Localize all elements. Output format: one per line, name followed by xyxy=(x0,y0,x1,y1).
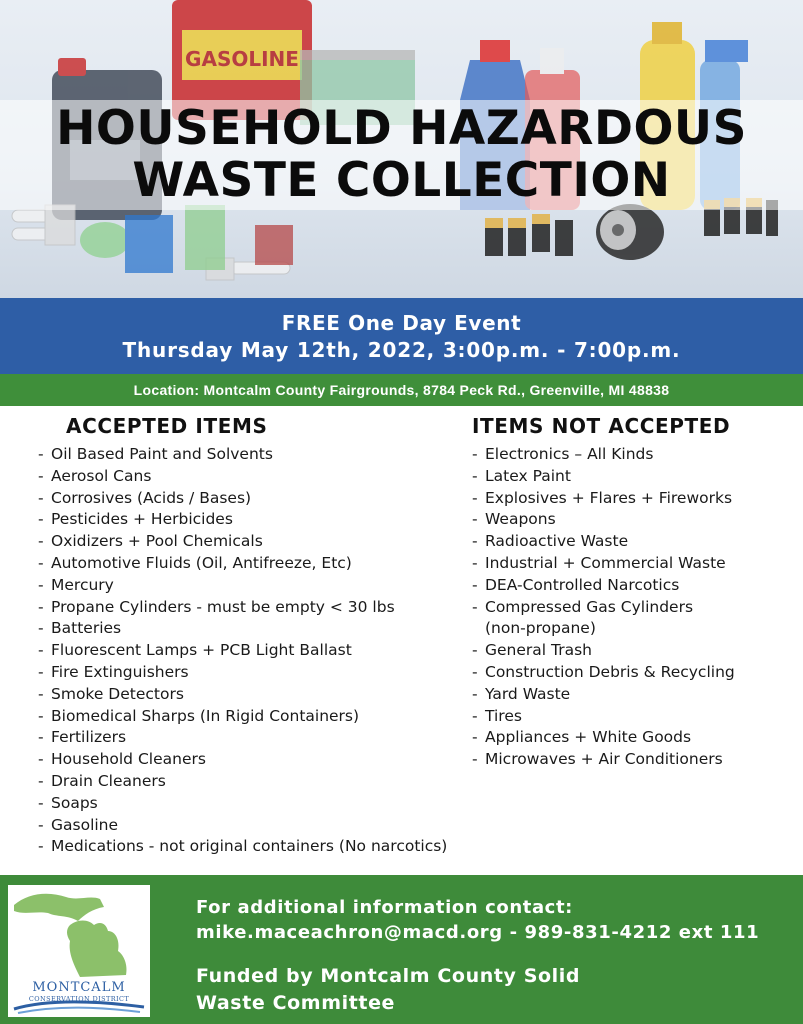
item-text: Automotive Fluids (Oil, Antifreeze, Etc) xyxy=(51,553,352,572)
list-item xyxy=(38,793,458,815)
bullet-dash: - xyxy=(38,619,44,638)
bullet-dash: - xyxy=(38,684,44,703)
list-item xyxy=(472,553,792,575)
not-accepted-items-list xyxy=(472,444,792,771)
list-item xyxy=(472,727,792,749)
item-text: Oxidizers + Pool Chemicals xyxy=(51,532,263,551)
item-text: Appliances + White Goods xyxy=(485,728,692,747)
list-item xyxy=(38,575,458,597)
item-text: Yard Waste xyxy=(485,684,571,703)
bullet-dash: - xyxy=(472,553,478,572)
list-item xyxy=(38,836,458,858)
bullet-dash: - xyxy=(38,641,44,660)
list-item xyxy=(38,640,458,662)
list-item xyxy=(38,662,458,684)
item-text: Mercury xyxy=(51,575,114,594)
item-text: Soaps xyxy=(51,793,98,812)
list-item xyxy=(472,509,792,531)
item-text: Household Cleaners xyxy=(51,750,206,769)
bullet-dash: - xyxy=(38,488,44,507)
item-text: Explosives + Flares + Fireworks xyxy=(485,488,733,507)
list-item xyxy=(38,509,458,531)
list-item xyxy=(38,488,458,510)
hero-banner xyxy=(0,0,803,298)
list-item xyxy=(472,618,792,640)
contact-details: mike.maceachron@macd.org - 989-831-4212 ext 111 xyxy=(196,922,760,943)
bullet-dash: - xyxy=(38,575,44,594)
item-text: Fertilizers xyxy=(51,728,127,747)
item-text: Batteries xyxy=(51,619,122,638)
bullet-dash: - xyxy=(472,684,478,703)
item-text: Smoke Detectors xyxy=(51,684,184,703)
bullet-dash: - xyxy=(472,532,478,551)
item-text: Weapons xyxy=(485,510,556,529)
bullet-dash: - xyxy=(38,553,44,572)
item-text: Radioactive Waste xyxy=(485,532,629,551)
bullet-dash: - xyxy=(472,488,478,507)
location-banner: Location: Montcalm County Fairgrounds, 8784 Peck Rd., Greenville, MI 48838 xyxy=(0,374,803,406)
item-text: Tires xyxy=(485,706,522,725)
list-item xyxy=(472,749,792,771)
page-title xyxy=(0,103,803,207)
event-date-time: Thursday May 12th, 2022, 3:00p.m. - 7:00p.m. xyxy=(122,338,681,362)
bullet-dash: - xyxy=(472,445,478,463)
item-text: DEA-Controlled Narcotics xyxy=(485,575,680,594)
funded-line-1: Funded by Montcalm County Solid xyxy=(196,965,581,987)
item-text: Construction Debris & Recycling xyxy=(485,662,735,681)
event-headline: FREE One Day Event xyxy=(281,311,522,335)
item-text: Gasoline xyxy=(51,815,119,834)
item-text: Electronics – All Kinds xyxy=(485,445,654,463)
list-item xyxy=(38,597,458,619)
bullet-dash: - xyxy=(38,597,44,616)
list-item xyxy=(472,444,792,466)
list-item xyxy=(472,662,792,684)
list-item xyxy=(38,727,458,749)
footer xyxy=(0,875,803,1024)
list-item xyxy=(38,444,458,466)
item-text: Biomedical Sharps (In Rigid Containers) xyxy=(51,706,360,725)
list-item xyxy=(472,466,792,488)
bullet-dash: - xyxy=(38,815,44,834)
item-text: Fluorescent Lamps + PCB Light Ballast xyxy=(51,641,352,660)
bullet-dash: - xyxy=(38,771,44,790)
bullet-dash: - xyxy=(472,641,478,660)
bullet-dash: - xyxy=(472,750,478,769)
bullet-dash: - xyxy=(38,662,44,681)
list-item xyxy=(472,684,792,706)
accepted-items-heading: ACCEPTED ITEMS xyxy=(66,414,268,438)
item-text: Compressed Gas Cylinders xyxy=(485,597,694,616)
item-text: (non-propane) xyxy=(485,619,596,638)
bullet-dash: - xyxy=(38,532,44,551)
list-item xyxy=(38,771,458,793)
item-text: General Trash xyxy=(485,641,592,660)
logo-name: MONTCALM xyxy=(32,980,126,995)
item-text: Industrial + Commercial Waste xyxy=(485,553,726,572)
list-item xyxy=(38,749,458,771)
bullet-dash: - xyxy=(38,466,44,485)
list-item xyxy=(472,706,792,728)
list-item xyxy=(472,640,792,662)
bullet-dash: - xyxy=(38,750,44,769)
list-item xyxy=(38,553,458,575)
bullet-dash: - xyxy=(38,837,44,856)
bullet-dash: - xyxy=(472,575,478,594)
accepted-items-section xyxy=(38,412,458,858)
bullet-dash: - xyxy=(38,445,44,463)
accepted-items-list xyxy=(38,444,458,858)
bullet-dash: - xyxy=(472,510,478,529)
list-item xyxy=(472,531,792,553)
oil-filter-icon xyxy=(596,204,664,260)
item-text: Fire Extinguishers xyxy=(51,662,189,681)
bullet-dash: - xyxy=(38,706,44,725)
list-item xyxy=(472,597,792,619)
list-item xyxy=(38,706,458,728)
list-item xyxy=(472,575,792,597)
bullet-dash: - xyxy=(38,793,44,812)
item-text: Oil Based Paint and Solvents xyxy=(51,445,273,463)
bullet-dash: - xyxy=(472,597,478,616)
list-item xyxy=(38,531,458,553)
list-item xyxy=(472,488,792,510)
item-text: Microwaves + Air Conditioners xyxy=(485,750,723,769)
event-banner xyxy=(0,298,803,374)
bullet-dash: - xyxy=(472,706,478,725)
list-item xyxy=(38,466,458,488)
list-item xyxy=(38,618,458,640)
logo-subtitle: CONSERVATION DISTRICT xyxy=(28,995,130,1003)
title-line-1: HOUSEHOLD HAZARDOUS xyxy=(56,101,747,156)
not-accepted-items-heading: ITEMS NOT ACCEPTED xyxy=(472,414,731,438)
contact-info xyxy=(196,895,759,945)
gasoline-can-label: GASOLINE xyxy=(185,47,299,71)
item-text: Latex Paint xyxy=(485,466,571,485)
not-accepted-items-section xyxy=(472,412,792,771)
item-text: Propane Cylinders - must be empty < 30 lbs xyxy=(51,597,395,616)
list-item xyxy=(38,684,458,706)
item-text: Aerosol Cans xyxy=(51,466,152,485)
bullet-dash: - xyxy=(38,510,44,529)
bullet-dash: - xyxy=(472,728,478,747)
contact-label: For additional information contact: xyxy=(196,897,573,918)
list-item xyxy=(38,815,458,837)
bullet-dash: - xyxy=(472,466,478,485)
montcalm-conservation-logo xyxy=(8,885,150,1017)
funding-credit xyxy=(196,963,580,1017)
title-line-2: WASTE COLLECTION xyxy=(132,153,671,208)
bullet-dash: - xyxy=(38,728,44,747)
funded-line-2: Waste Committee xyxy=(196,992,396,1014)
item-text: Pesticides + Herbicides xyxy=(51,510,233,529)
item-text: Drain Cleaners xyxy=(51,771,166,790)
item-text: Corrosives (Acids / Bases) xyxy=(51,488,252,507)
item-text: Medications - not original containers (No narcotics) xyxy=(51,837,448,856)
bullet-dash: - xyxy=(472,662,478,681)
